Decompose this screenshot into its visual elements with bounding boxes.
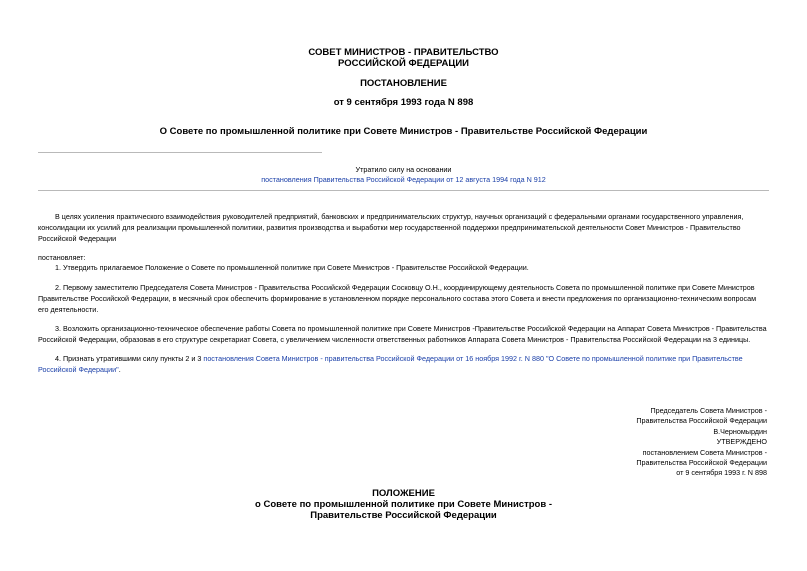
appendix-subtitle-line1: о Совете по промышленной политике при Совете Министров -	[255, 499, 552, 510]
doc-date: от 9 сентября 1993 года N 898	[333, 97, 474, 108]
divider-full	[38, 190, 769, 191]
signature-line2: Правительства Российской Федерации	[636, 416, 767, 426]
item-4-link[interactable]: постановления Совета Министров - правительства Российской Федерации от 16 ноября 1992 г. N 880 "О Совете по промышленной политике при Правительстве	[203, 354, 743, 363]
item-1: 1. Утвердить прилагаемое Положение о Совете по промышленной политике при Совете Министров - Правительстве Российской Федерации.	[55, 263, 529, 272]
approved-line1: постановлением Совета Министров -	[642, 447, 767, 457]
item-4-line2	[38, 364, 769, 376]
item-3-line2: Российской Федерации, образовав в его структуре секретариат Совета, с увеличением численности ответственных работников Аппарата Совета Министров - Правительства Российской Федерации на 3 единицы.	[38, 335, 751, 344]
item-4-link-cont[interactable]: Российской Федерации"	[38, 365, 119, 374]
item-2-line2: Правительстве Российской Федерации, в месячный срок обеспечить формирование в установленном порядке персонального состава этого Совета и внести предложения по организационно-техническим вопросам	[38, 294, 757, 303]
org-name-line2: РОССИЙСКОЙ ФЕДЕРАЦИИ	[337, 58, 469, 69]
divider-short	[38, 152, 322, 153]
org-name-line1: СОВЕТ МИНИСТРОВ - ПРАВИТЕЛЬСТВО	[308, 47, 499, 58]
item-2-line3: его деятельности.	[38, 305, 99, 314]
appendix-title: ПОЛОЖЕНИЕ	[372, 488, 435, 499]
preamble-line3: Российской Федерации	[38, 234, 117, 243]
approved-line2: Правительства Российской Федерации	[636, 458, 767, 468]
approved-date: от 9 сентября 1993 г. N 898	[676, 468, 767, 478]
repeal-link[interactable]: постановления Правительства Российской Федерации от 12 августа 1994 года N 912	[261, 175, 546, 184]
item-3-line1: 3. Возложить организационно-техническое обеспечение работы Совета по промышленной политике при Совете Министров -Правительстве Российской Федерации на Аппарат Совета Министров - Правительства	[55, 324, 767, 333]
item-2-line1: 2. Первому заместителю Председателя Совета Министров - Правительства Российской Федерации Сосковцу О.Н., координирующему деятельность Совета по промышленной политике при Совете Министров	[55, 283, 755, 292]
doc-title: О Совете по промышленной политике при Совете Министров - Правительстве Российской Федерации	[159, 126, 648, 137]
preamble-line2: консолидации их усилий для реализации промышленной политики, развития производства и выработки мер государственной поддержки предпринимательской деятельности Совет Министров - Правительство	[38, 223, 741, 232]
signature-line1: Председатель Совета Министров -	[650, 406, 767, 415]
doc-type: ПОСТАНОВЛЕНИЕ	[360, 78, 447, 89]
status-note: Утратило силу на основании	[355, 165, 452, 174]
item-4-line1	[38, 353, 769, 365]
preamble-line1: В целях усиления практического взаимодействия руководителей предприятий, банковских и предпринимательских структур, научных организаций с федеральными органами государственного управления,	[55, 212, 744, 221]
decides-word: постановляет:	[38, 253, 86, 262]
status-link-wrap	[0, 175, 807, 185]
item-4-suffix: .	[118, 365, 121, 374]
item-4-prefix: 4. Признать утратившими силу пункты 2 и 3	[55, 354, 202, 363]
signature-block	[507, 406, 767, 479]
appendix-subtitle-line2: Правительстве Российской Федерации	[310, 510, 497, 521]
signature-name: В.Черномырдин	[713, 426, 767, 436]
approved-label: УТВЕРЖДЕНО	[716, 437, 767, 447]
